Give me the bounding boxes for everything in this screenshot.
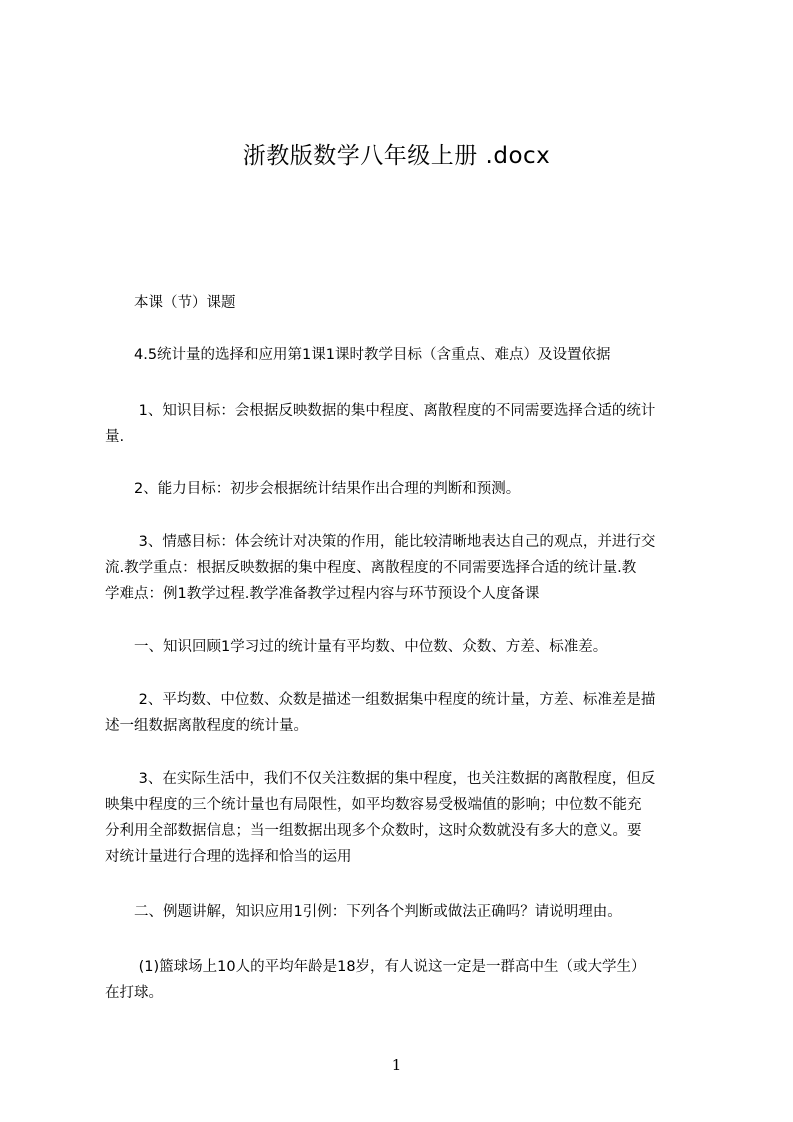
paragraph-statistics-description bbox=[105, 687, 711, 739]
paragraph-examples bbox=[105, 899, 711, 925]
text-line: 在打球。 bbox=[105, 985, 163, 1001]
paragraph-review bbox=[105, 634, 711, 660]
text-line: 本课（节）课题 bbox=[105, 295, 236, 311]
text-line: (1)篮球场上10人的平均年龄是18岁，有人说这一定是一群高中生（或大学生） bbox=[105, 959, 646, 975]
paragraph-emotion-goal bbox=[105, 529, 711, 607]
page-number: 1 bbox=[391, 1056, 402, 1074]
paragraph-real-life bbox=[105, 766, 711, 870]
text-line: 学难点：例1教学过程.教学准备教学过程内容与环节预设个人度备课 bbox=[105, 586, 540, 602]
paragraph-knowledge-goal bbox=[105, 398, 711, 450]
paragraph-question-1 bbox=[105, 954, 711, 1006]
text-line: 对统计量进行合理的选择和恰当的运用 bbox=[105, 849, 352, 865]
text-line: 二、例题讲解，知识应用1引例：下列各个判断或做法正确吗？请说明理由。 bbox=[105, 904, 622, 920]
text-line: 分利用全部数据信息；当一组数据出现多个众数时，这时众数就没有多大的意义。要 bbox=[105, 823, 642, 839]
text-line: 流.教学重点：根据反映数据的集中程度、离散程度的不同需要选择合适的统计量.教 bbox=[105, 560, 637, 576]
text-line: 3、情感目标：体会统计对决策的作用，能比较清晰地表达自己的观点，并进行交 bbox=[105, 534, 656, 550]
text-line: 述一组数据离散程度的统计量。 bbox=[105, 718, 308, 734]
text-line: 3、在实际生活中，我们不仅关注数据的集中程度，也关注数据的离散程度，但反 bbox=[105, 771, 656, 787]
text-line: 2、平均数、中位数、众数是描述一组数据集中程度的统计量，方差、标准差是描 bbox=[105, 692, 656, 708]
paragraph-lesson-title bbox=[105, 342, 711, 368]
paragraph-ability-goal bbox=[105, 476, 711, 502]
text-line: 量. bbox=[105, 429, 125, 445]
text-line: 映集中程度的三个统计量也有局限性，如平均数容易受极端值的影响；中位数不能充 bbox=[105, 797, 642, 813]
text-line: 4.5统计量的选择和应用第1课1课时教学目标（含重点、难点）及设置依据 bbox=[105, 347, 611, 363]
paragraph-lesson-topic bbox=[105, 290, 711, 316]
text-line: 1、知识目标：会根据反映数据的集中程度、离散程度的不同需要选择合适的统计 bbox=[105, 403, 656, 419]
text-line: 2、能力目标：初步会根据统计结果作出合理的判断和预测。 bbox=[105, 481, 521, 497]
document-title: 浙教版数学八年级上册 .docx bbox=[242, 143, 551, 169]
text-line: 一、知识回顾1学习过的统计量有平均数、中位数、众数、方差、标准差。 bbox=[105, 639, 608, 655]
